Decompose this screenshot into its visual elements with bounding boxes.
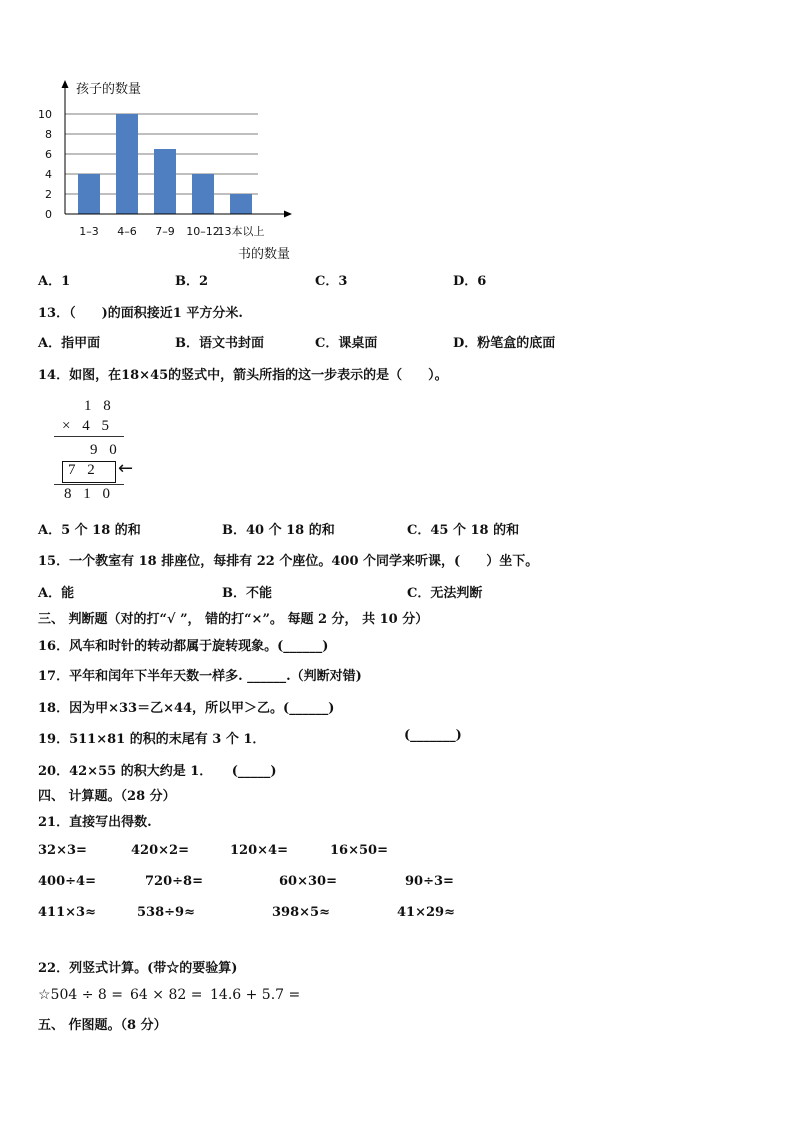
q13-option-a[interactable]: A．指甲面: [38, 336, 101, 351]
y-tick-label: 4: [45, 168, 52, 181]
q21-r3-c4: 41×29≈: [397, 905, 455, 920]
chart-y-ticks: [38, 108, 52, 221]
q14-option-a[interactable]: A．5 个 18 的和: [38, 523, 141, 538]
q15-option-c[interactable]: C．无法判断: [407, 586, 483, 601]
q21-r1-c3: 120×4=: [230, 843, 288, 858]
q19-blank[interactable]: (_______): [404, 728, 462, 743]
vertical-line-2: × 4 5: [62, 418, 113, 434]
x-axis-label: 书的数量: [238, 247, 291, 262]
q21-stem: 21．直接写出得数.: [38, 815, 152, 830]
q21-r2-c1: 400÷4=: [38, 874, 96, 889]
y-tick-label: 8: [45, 128, 52, 141]
bar-5: [230, 194, 252, 214]
q14-option-c[interactable]: C．45 个 18 的和: [407, 523, 520, 538]
y-tick-label: 6: [45, 148, 52, 161]
q21-r3-c3: 398×5≈: [272, 905, 330, 920]
q12-option-a[interactable]: A．1: [38, 274, 71, 289]
q13-stem: 13．（ )的面积接近1 平方分米.: [38, 306, 243, 321]
x-tick-label: 4–6: [117, 225, 137, 238]
x-tick-label: 1–3: [79, 225, 99, 238]
bar-4: [192, 174, 214, 214]
q13-option-d[interactable]: D．粉笔盒的底面: [453, 336, 556, 351]
section-3-heading: 三、 判断题（对的打“√ ”， 错的打“×”。 每题 2 分， 共 10 分）: [38, 612, 429, 627]
section-4-heading: 四、 计算题。（28 分）: [38, 789, 176, 804]
chart-bars: [78, 114, 252, 214]
q21-r1-c1: 32×3=: [38, 843, 87, 858]
vertical-line-1: 1 8: [84, 398, 115, 414]
y-tick-label: 10: [38, 108, 52, 121]
q14-stem: 14．如图，在18×45的竖式中，箭头所指的这一步表示的是（ ）。: [38, 368, 448, 383]
section-5-heading: 五、 作图题。（8 分）: [38, 1018, 167, 1033]
vertical-rule-1: [54, 436, 124, 437]
q21-r2-c2: 720÷8=: [145, 874, 203, 889]
q20: 20．42×55 的积大约是 1． (_____): [38, 764, 277, 779]
bar-1: [78, 174, 100, 214]
q22-item-2: 64 × 82 =: [130, 987, 203, 1003]
vertical-line-3: 9 0: [90, 442, 121, 458]
q13-option-c[interactable]: C．课桌面: [315, 336, 378, 351]
q14-option-b[interactable]: B．40 个 18 的和: [222, 523, 335, 538]
chart-x-ticks: [79, 224, 264, 238]
q15-option-a[interactable]: A．能: [38, 586, 75, 601]
y-axis-label: 孩子的数量: [76, 82, 142, 97]
q22-item-1: ☆504 ÷ 8 =: [38, 987, 123, 1003]
q21-r3-c1: 411×3≈: [38, 905, 96, 920]
vertical-line-4: 7 2: [68, 462, 99, 478]
y-tick-label: 0: [45, 208, 52, 221]
q14-vertical-multiplication: [48, 396, 158, 506]
q13-option-b[interactable]: B．语文书封面: [175, 336, 264, 351]
q12-option-c[interactable]: C．3: [315, 274, 348, 289]
x-tick-label: 10–12: [186, 225, 220, 238]
bar-2: [116, 114, 138, 214]
q21-r1-c4: 16×50=: [330, 843, 388, 858]
y-tick-label: 2: [45, 188, 52, 201]
vertical-line-5: 8 1 0: [64, 486, 114, 502]
vertical-rule-2: [54, 484, 124, 485]
q15-option-b[interactable]: B．不能: [222, 586, 272, 601]
y-axis-arrow: [62, 80, 69, 88]
arrow-icon: ←: [118, 458, 134, 479]
q19-stem: 19．511×81 的积的末尾有 3 个 1．: [38, 732, 266, 747]
q22-stem: 22．列竖式计算。(带☆的要验算): [38, 961, 238, 976]
q22-item-3: 14.6 + 5.7 =: [210, 987, 301, 1003]
bar-3: [154, 149, 176, 214]
x-tick-label: 7–9: [155, 225, 175, 238]
q12-option-b[interactable]: B．2: [175, 274, 209, 289]
q21-r2-c4: 90÷3=: [405, 874, 454, 889]
bar-chart: [30, 76, 320, 266]
q15-stem: 15．一个教室有 18 排座位，每排有 22 个座位。400 个同学来听课，( ）坐下。: [38, 554, 539, 569]
q21-r1-c2: 420×2=: [131, 843, 189, 858]
q16: 16．风车和时针的转动都属于旋转现象。(______): [38, 639, 329, 654]
q18: 18．因为甲×33＝乙×44，所以甲＞乙。(______): [38, 701, 335, 716]
q12-option-d[interactable]: D．6: [453, 274, 487, 289]
x-axis-arrow: [284, 211, 292, 218]
q21-r2-c3: 60×30=: [279, 874, 337, 889]
x-tick-label: 13本以上: [217, 225, 265, 238]
q17: 17．平年和闰年下半年天数一样多. ______.（判断对错): [38, 669, 362, 684]
q21-r3-c2: 538÷9≈: [137, 905, 195, 920]
